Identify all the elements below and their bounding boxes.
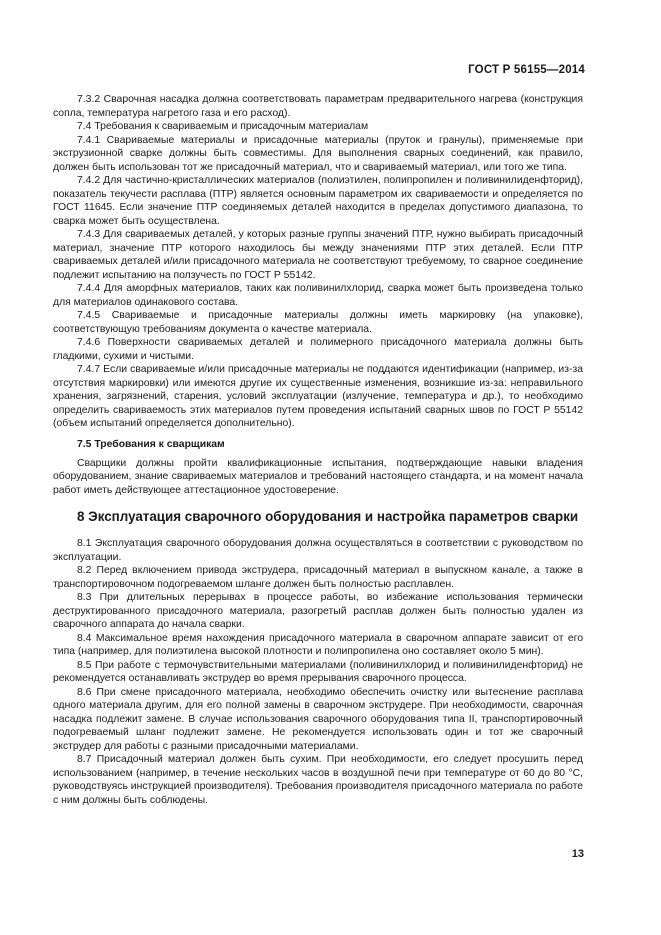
paragraph-7-4-3: 7.4.3 Для свариваемых деталей, у которых разные группы значений ПТР, нужно выбирать присадочный материал, значение ПТР которого находилось бы между значениями ПТР этих деталей. Если ПТР свариваемых деталей и/или присадочного материала не соответствуют требуемому, то сварное соединение подлежит испытанию на ползучесть по ГОСТ Р 55142. <box>53 229 583 281</box>
paragraph-7-4-5: 7.4.5 Свариваемые и присадочные материалы должны иметь маркировку (на упаковке), соответствующую требованиям документа о качестве материала. <box>53 310 583 335</box>
paragraph-8-3: 8.3 При длительных перерывах в процессе работы, во избежание использования термически деструктированного присадочного материала, разогретый расплав должен быть полностью удален из сварочного аппарата до начала сварки. <box>53 592 583 630</box>
paragraph-8-7: 8.7 Присадочный материал должен быть сухим. При необходимости, его следует просушить перед использованием (например, в течение нескольких часов в воздушной печи при температуре от 60 до 80 °С, руководствуясь инструкцией производителя). Требования производителя присадочного материала по работе с ним должны быть соблюдены. <box>53 754 583 806</box>
paragraph-8-6: 8.6 При смене присадочного материала, необходимо обеспечить очистку или вытеснение расплава одного материала другим, для его полной замены в сварочном экструдере. При необходимости, сварочная насадка подлежит замене. В случае использования сварочного оборудования типа II, транспортировочный подогреваемый шланг подлежит замене. Не рекомендуется использовать один и тот же сварочный экструдер для работы с разными присадочными материалами. <box>53 686 583 752</box>
paragraph-7-4: 7.4 Требования к свариваемым и присадочным материалам <box>77 121 369 132</box>
paragraph-7-4-1: 7.4.1 Свариваемые материалы и присадочные материалы (пруток и гранулы), применяемые при экструзионной сварке должны быть совместимы. Для выполнения сварных соединений, как правило, должен быть использован тот же присадочный материал, что и свариваемый материал, или того же типа. <box>53 134 583 173</box>
paragraph-7-4-7: 7.4.7 Если свариваемые и/или присадочные материалы не поддаются идентификации (например, из-за отсутствия маркировки) или имеются другие их существенные изменения, возникшие из-за: неправильного хранения, загрязнений, старения, условий эксплуатации (излучение, температура и др.), то необходимо определить свариваемость этих материалов путем проведения испытаний сварных швов по ГОСТ Р 55142 (объем испытаний определяется дополнительно). <box>53 364 583 429</box>
paragraph-7-4-2: 7.4.2 Для частично-кристаллических материалов (полиэтилен, полипропилен и поливинилиденфторид), показатель текучести расплава (ПТР) является основным параметром их свариваемости и определяется по ГОСТ 11645. Если значение ПТР соединяемых деталей находится в пределах допустимого диапазона, то сварка может быть осуществлена. <box>53 175 583 227</box>
paragraph-8-4: 8.4 Максимальное время нахождения присадочного материала в сварочном аппарате зависит от его типа (например, для полиэтилена высокой плотности и полипропилена оно составляет около 5 мин). <box>53 632 583 657</box>
document-header: ГОСТ Р 56155—2014 <box>468 64 585 76</box>
paragraph-7-4-4: 7.4.4 Для аморфных материалов, таких как поливинилхлорид, сварка может быть произведена только для материалов одинакового состава. <box>53 283 583 308</box>
paragraph-8-5: 8.5 При работе с термочувствительными материалами (поливинилхлорид и поливинилиденфторид) не рекомендуется останавливать экструдер во время прерывания сварочного процесса. <box>53 659 583 684</box>
section-heading-8: 8 Эксплуатация сварочного оборудования и настройка параметров сварки <box>77 509 579 524</box>
page-number: 13 <box>571 848 584 860</box>
paragraph-7-5: Сварщики должны пройти квалификационные испытания, подтверждающие навыки владения оборудованием, знание свариваемых материалов и требований настоящего стандарта, и на момент начала работ иметь действующее аттестационное удостоверение. <box>53 457 583 496</box>
document-body <box>53 93 583 807</box>
paragraph-7-4-6: 7.4.6 Поверхности свариваемых деталей и полимерного присадочного материала должны быть гладкими, сухими и чистыми. <box>53 337 583 362</box>
section-heading-7-5: 7.5 Требования к сварщикам <box>77 438 225 450</box>
paragraph-8-2: 8.2 Перед включением привода экструдера, присадочный материал в выпускном канале, а также в транспортировочном подогреваемом шланге должен быть полностью расплавлен. <box>53 565 583 590</box>
paragraph-8-1: 8.1 Эксплуатация сварочного оборудования должна осуществляться в соответствии с руководством по эксплуатации. <box>53 538 583 563</box>
paragraph-7-3-2: 7.3.2 Сварочная насадка должна соответствовать параметрам предварительного нагрева (конструкция сопла, температура нагретого газа и его расход). <box>53 94 583 119</box>
